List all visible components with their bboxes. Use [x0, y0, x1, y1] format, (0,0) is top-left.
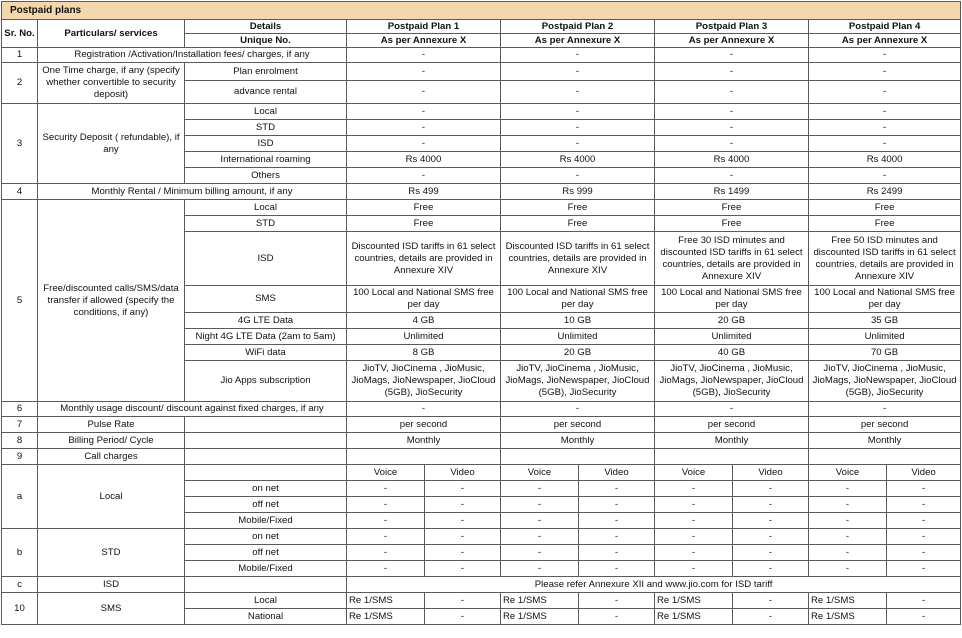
- particulars-cell: Billing Period/ Cycle: [38, 433, 185, 449]
- value-cell: -: [425, 513, 501, 529]
- header-annexure-4: As per Annexure X: [809, 34, 961, 48]
- value-cell: 40 GB: [655, 345, 809, 361]
- header-plan-4: Postpaid Plan 4: [809, 20, 961, 34]
- value-cell: JioTV, JioCinema , JioMusic, JioMags, JioNewspaper, JioCloud (5GB), JioSecurity: [809, 361, 961, 402]
- value-cell: -: [347, 513, 425, 529]
- value-cell: -: [501, 81, 655, 104]
- value-cell: -: [501, 402, 655, 417]
- value-cell: Free: [809, 216, 961, 232]
- value-cell: [655, 449, 809, 465]
- value-cell: Rs 499: [347, 184, 501, 200]
- value-cell: 100 Local and National SMS free per day: [809, 286, 961, 313]
- sr-cell: 9: [2, 449, 38, 465]
- sr-cell: 5: [2, 200, 38, 402]
- details-cell: SMS: [185, 286, 347, 313]
- value-cell: 100 Local and National SMS free per day: [501, 286, 655, 313]
- video-header: Video: [425, 465, 501, 481]
- video-header: Video: [733, 465, 809, 481]
- value-cell: -: [655, 48, 809, 63]
- sr-cell: b: [2, 529, 38, 577]
- value-cell: 8 GB: [347, 345, 501, 361]
- value-cell: 70 GB: [809, 345, 961, 361]
- value-cell: -: [809, 545, 887, 561]
- value-cell: -: [733, 609, 809, 625]
- value-cell: -: [501, 120, 655, 136]
- value-cell: Free: [655, 200, 809, 216]
- details-cell: ISD: [185, 232, 347, 286]
- value-cell: Rs 4000: [809, 152, 961, 168]
- details-cell: STD: [185, 216, 347, 232]
- value-cell: per second: [501, 417, 655, 433]
- value-cell: Free 30 ISD minutes and discounted ISD tariffs in 61 select countries, details are provided in Annexure XIV: [655, 232, 809, 286]
- value-cell: -: [501, 545, 579, 561]
- value-cell: per second: [347, 417, 501, 433]
- value-cell: 4 GB: [347, 313, 501, 329]
- value-cell: Free: [809, 200, 961, 216]
- value-cell: Monthly: [655, 433, 809, 449]
- table-title: Postpaid plans: [2, 2, 961, 20]
- value-cell: Free: [501, 200, 655, 216]
- details-cell: advance rental: [185, 81, 347, 104]
- value-cell: -: [579, 529, 655, 545]
- value-cell: -: [347, 120, 501, 136]
- details-cell: off net: [185, 497, 347, 513]
- sr-cell: 8: [2, 433, 38, 449]
- value-cell: Discounted ISD tariffs in 61 select countries, details are provided in Annexure XIV: [501, 232, 655, 286]
- value-cell: -: [425, 593, 501, 609]
- value-cell: -: [501, 104, 655, 120]
- value-cell: -: [425, 561, 501, 577]
- value-cell: -: [809, 513, 887, 529]
- value-cell: -: [347, 104, 501, 120]
- details-cell: Night 4G LTE Data (2am to 5am): [185, 329, 347, 345]
- sr-cell: a: [2, 465, 38, 529]
- particulars-cell: Monthly Rental / Minimum billing amount, if any: [38, 184, 347, 200]
- value-cell: -: [733, 481, 809, 497]
- details-cell: [185, 417, 347, 433]
- value-cell: Unlimited: [655, 329, 809, 345]
- value-cell: -: [655, 561, 733, 577]
- details-cell: ISD: [185, 136, 347, 152]
- value-cell: -: [809, 48, 961, 63]
- value-cell: JioTV, JioCinema , JioMusic, JioMags, JioNewspaper, JioCloud (5GB), JioSecurity: [655, 361, 809, 402]
- value-cell: -: [501, 168, 655, 184]
- details-cell: on net: [185, 481, 347, 497]
- value-cell: Monthly: [501, 433, 655, 449]
- particulars-cell: Call charges: [38, 449, 185, 465]
- value-cell: Rs 1499: [655, 184, 809, 200]
- value-cell: -: [501, 63, 655, 81]
- value-cell: -: [501, 48, 655, 63]
- value-cell: 20 GB: [501, 345, 655, 361]
- details-cell: [185, 577, 347, 593]
- value-cell: -: [809, 561, 887, 577]
- value-cell: -: [579, 609, 655, 625]
- value-cell: Free: [655, 216, 809, 232]
- value-cell: 100 Local and National SMS free per day: [347, 286, 501, 313]
- value-cell: 10 GB: [501, 313, 655, 329]
- particulars-cell: One Time charge, if any (specify whether convertible to security deposit): [38, 63, 185, 104]
- value-cell: -: [887, 593, 961, 609]
- value-cell: -: [579, 593, 655, 609]
- value-cell: -: [425, 481, 501, 497]
- value-cell: 20 GB: [655, 313, 809, 329]
- voice-header: Voice: [809, 465, 887, 481]
- sr-cell: 4: [2, 184, 38, 200]
- value-cell: -: [809, 120, 961, 136]
- sr-cell: 1: [2, 48, 38, 63]
- value-cell: -: [733, 529, 809, 545]
- value-cell: -: [809, 402, 961, 417]
- value-cell: Unlimited: [501, 329, 655, 345]
- value-cell: Re 1/SMS: [809, 593, 887, 609]
- value-cell: -: [347, 48, 501, 63]
- value-cell: Re 1/SMS: [347, 609, 425, 625]
- value-cell: Re 1/SMS: [655, 609, 733, 625]
- sr-cell: 2: [2, 63, 38, 104]
- details-cell: Local: [185, 593, 347, 609]
- value-cell: -: [347, 481, 425, 497]
- value-cell: -: [733, 593, 809, 609]
- value-cell: -: [809, 168, 961, 184]
- value-cell: -: [809, 81, 961, 104]
- value-cell: Rs 4000: [655, 152, 809, 168]
- header-unique-no: Unique No.: [185, 34, 347, 48]
- value-cell: -: [733, 545, 809, 561]
- details-cell: on net: [185, 529, 347, 545]
- value-cell: JioTV, JioCinema , JioMusic, JioMags, JioNewspaper, JioCloud (5GB), JioSecurity: [347, 361, 501, 402]
- details-cell: 4G LTE Data: [185, 313, 347, 329]
- details-cell: [185, 465, 347, 481]
- value-cell: -: [655, 481, 733, 497]
- details-cell: Jio Apps subscription: [185, 361, 347, 402]
- value-cell: Re 1/SMS: [501, 609, 579, 625]
- sr-cell: 3: [2, 104, 38, 184]
- voice-header: Voice: [347, 465, 425, 481]
- value-cell: -: [655, 529, 733, 545]
- details-cell: National: [185, 609, 347, 625]
- value-cell: -: [501, 561, 579, 577]
- sr-cell: 6: [2, 402, 38, 417]
- postpaid-plans-table: [1, 1, 961, 625]
- sr-cell: 7: [2, 417, 38, 433]
- value-cell: -: [733, 513, 809, 529]
- header-annexure-1: As per Annexure X: [347, 34, 501, 48]
- value-cell: -: [425, 545, 501, 561]
- value-cell: [347, 449, 501, 465]
- value-cell: -: [501, 481, 579, 497]
- value-cell: -: [501, 529, 579, 545]
- video-header: Video: [579, 465, 655, 481]
- value-cell: -: [347, 63, 501, 81]
- value-cell: Monthly: [809, 433, 961, 449]
- value-cell: Re 1/SMS: [655, 593, 733, 609]
- video-header: Video: [887, 465, 961, 481]
- value-cell: Discounted ISD tariffs in 61 select countries, details are provided in Annexure XIV: [347, 232, 501, 286]
- value-cell: -: [579, 497, 655, 513]
- header-particulars: Particulars/ services: [38, 20, 185, 48]
- value-cell: -: [347, 561, 425, 577]
- sr-cell: c: [2, 577, 38, 593]
- value-cell: -: [347, 136, 501, 152]
- sr-cell: 10: [2, 593, 38, 625]
- value-cell: -: [655, 545, 733, 561]
- value-cell: Free 50 ISD minutes and discounted ISD tariffs in 61 select countries, details are provided in Annexure XIV: [809, 232, 961, 286]
- particulars-cell: Free/discounted calls/SMS/data transfer if allowed (specify the conditions, if any): [38, 200, 185, 402]
- value-cell: [501, 449, 655, 465]
- value-cell: -: [425, 497, 501, 513]
- particulars-cell: Security Deposit ( refundable), if any: [38, 104, 185, 184]
- details-cell: [185, 449, 347, 465]
- voice-header: Voice: [501, 465, 579, 481]
- voice-header: Voice: [655, 465, 733, 481]
- value-cell: Unlimited: [809, 329, 961, 345]
- value-cell: Re 1/SMS: [501, 593, 579, 609]
- value-cell: per second: [655, 417, 809, 433]
- value-cell: -: [501, 497, 579, 513]
- header-details: Details: [185, 20, 347, 34]
- value-cell: -: [655, 402, 809, 417]
- value-cell: -: [887, 545, 961, 561]
- value-cell: -: [655, 513, 733, 529]
- particulars-cell: Monthly usage discount/ discount against fixed charges, if any: [38, 402, 347, 417]
- value-cell: -: [579, 561, 655, 577]
- value-cell: Rs 4000: [501, 152, 655, 168]
- value-cell: -: [579, 545, 655, 561]
- value-cell: Unlimited: [347, 329, 501, 345]
- value-cell: JioTV, JioCinema , JioMusic, JioMags, JioNewspaper, JioCloud (5GB), JioSecurity: [501, 361, 655, 402]
- particulars-cell: Pulse Rate: [38, 417, 185, 433]
- value-cell: -: [579, 481, 655, 497]
- value-cell: per second: [809, 417, 961, 433]
- value-cell: Free: [501, 216, 655, 232]
- value-cell: -: [425, 609, 501, 625]
- value-cell: -: [655, 120, 809, 136]
- value-cell: -: [887, 561, 961, 577]
- value-cell: -: [655, 168, 809, 184]
- value-cell: -: [887, 497, 961, 513]
- value-cell: -: [809, 481, 887, 497]
- value-cell: 35 GB: [809, 313, 961, 329]
- details-cell: [185, 433, 347, 449]
- value-cell: [809, 449, 961, 465]
- value-cell: -: [809, 529, 887, 545]
- value-cell: Re 1/SMS: [809, 609, 887, 625]
- value-cell: -: [655, 136, 809, 152]
- value-cell: -: [887, 481, 961, 497]
- particulars-cell: ISD: [38, 577, 185, 593]
- value-cell: -: [887, 609, 961, 625]
- value-cell: Free: [347, 200, 501, 216]
- value-cell: -: [809, 104, 961, 120]
- value-cell: -: [347, 497, 425, 513]
- details-cell: off net: [185, 545, 347, 561]
- details-cell: Others: [185, 168, 347, 184]
- value-cell: Rs 4000: [347, 152, 501, 168]
- isd-tariff-note: Please refer Annexure XII and www.jio.com for ISD tariff: [347, 577, 961, 593]
- value-cell: -: [347, 545, 425, 561]
- value-cell: -: [655, 81, 809, 104]
- value-cell: -: [347, 81, 501, 104]
- value-cell: Free: [347, 216, 501, 232]
- value-cell: -: [579, 513, 655, 529]
- header-plan-3: Postpaid Plan 3: [655, 20, 809, 34]
- details-cell: Plan enrolment: [185, 63, 347, 81]
- details-cell: Local: [185, 104, 347, 120]
- value-cell: -: [809, 63, 961, 81]
- header-sr-no: Sr. No.: [2, 20, 38, 48]
- header-annexure-2: As per Annexure X: [501, 34, 655, 48]
- details-cell: Mobile/Fixed: [185, 513, 347, 529]
- details-cell: WiFi data: [185, 345, 347, 361]
- value-cell: 100 Local and National SMS free per day: [655, 286, 809, 313]
- value-cell: Monthly: [347, 433, 501, 449]
- header-annexure-3: As per Annexure X: [655, 34, 809, 48]
- particulars-cell: Registration /Activation/Installation fees/ charges, if any: [38, 48, 347, 63]
- header-plan-2: Postpaid Plan 2: [501, 20, 655, 34]
- value-cell: -: [347, 402, 501, 417]
- value-cell: -: [347, 529, 425, 545]
- value-cell: -: [347, 168, 501, 184]
- header-plan-1: Postpaid Plan 1: [347, 20, 501, 34]
- details-cell: Local: [185, 200, 347, 216]
- value-cell: -: [887, 529, 961, 545]
- value-cell: -: [733, 561, 809, 577]
- details-cell: Mobile/Fixed: [185, 561, 347, 577]
- value-cell: Re 1/SMS: [347, 593, 425, 609]
- value-cell: -: [655, 497, 733, 513]
- value-cell: -: [809, 497, 887, 513]
- value-cell: -: [655, 63, 809, 81]
- value-cell: -: [655, 104, 809, 120]
- particulars-cell: STD: [38, 529, 185, 577]
- value-cell: -: [501, 136, 655, 152]
- details-cell: STD: [185, 120, 347, 136]
- details-cell: International roaming: [185, 152, 347, 168]
- value-cell: -: [501, 513, 579, 529]
- value-cell: -: [425, 529, 501, 545]
- value-cell: Rs 2499: [809, 184, 961, 200]
- value-cell: -: [887, 513, 961, 529]
- particulars-cell: Local: [38, 465, 185, 529]
- value-cell: Rs 999: [501, 184, 655, 200]
- particulars-cell: SMS: [38, 593, 185, 625]
- value-cell: -: [733, 497, 809, 513]
- value-cell: -: [809, 136, 961, 152]
